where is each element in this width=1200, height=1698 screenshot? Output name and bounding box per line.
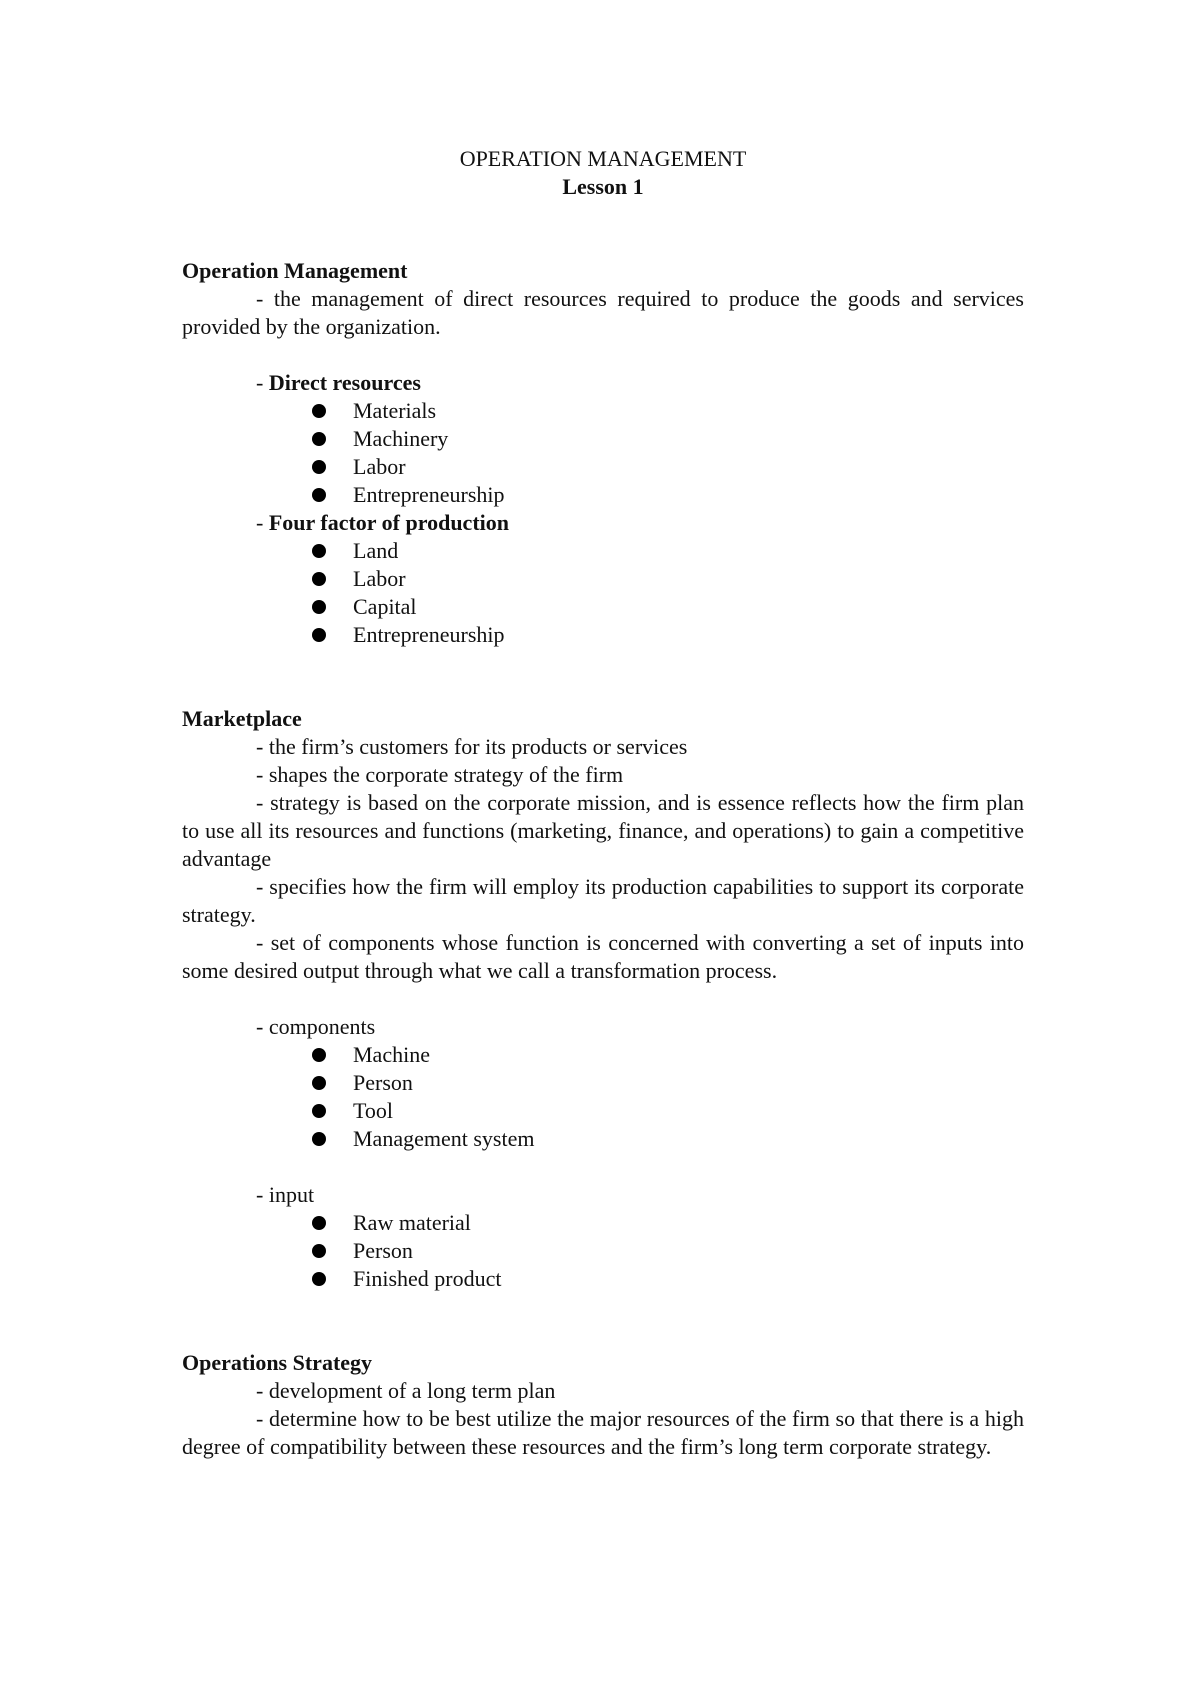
list-item: Machinery [312,425,1024,453]
four-factors-label: - Four factor of production [256,510,509,535]
bullet-icon [312,460,326,474]
document-title: OPERATION MANAGEMENT [459,146,747,171]
operations-strategy-line: - determine how to be best utilize the major resources of the firm so that there is a high degree of compatibility between these resources and the firm’s long term corporate strategy. [182,1406,1024,1459]
list-item: Entrepreneurship [312,481,1024,509]
section-heading-operations-strategy: Operations Strategy [182,1350,373,1375]
bullet-icon [312,1272,326,1286]
marketplace-line: - specifies how the firm will employ its production capabilities to support its corporate strategy. [182,874,1024,927]
list-item: Tool [312,1097,1024,1125]
list-item: Labor [312,565,1024,593]
direct-resources-label: - Direct resources [256,370,421,395]
bullet-icon [312,404,326,418]
lesson-label: Lesson 1 [562,174,644,199]
bullet-icon [312,600,326,614]
operation-management-definition: - the management of direct resources required to produce the goods and services provided by the organization. [182,286,1024,339]
bullet-icon [312,1076,326,1090]
operations-strategy-line: - development of a long term plan [256,1378,556,1403]
input-label: - input [256,1182,315,1207]
bullet-icon [312,628,326,642]
bullet-icon [312,432,326,446]
list-item: Materials [312,397,1024,425]
list-item: Person [312,1069,1024,1097]
bullet-icon [312,1216,326,1230]
section-heading-operation-management: Operation Management [182,258,408,283]
section-heading-marketplace: Marketplace [182,706,302,731]
bullet-icon [312,544,326,558]
list-item: Person [312,1237,1024,1265]
marketplace-line: - shapes the corporate strategy of the firm [256,762,624,787]
marketplace-line: - the firm’s customers for its products or services [256,734,688,759]
list-item: Raw material [312,1209,1024,1237]
bullet-icon [312,1048,326,1062]
bullet-icon [312,1104,326,1118]
list-item: Capital [312,593,1024,621]
list-item: Land [312,537,1024,565]
input-list [182,1209,1024,1293]
list-item: Management system [312,1125,1024,1153]
list-item: Finished product [312,1265,1024,1293]
list-item: Entrepreneurship [312,621,1024,649]
components-label: - components [256,1014,376,1039]
document-body [182,145,1024,1461]
components-list [182,1041,1024,1153]
marketplace-line: - set of components whose function is concerned with converting a set of inputs into some desired output through what we call a transformation process. [182,930,1024,983]
marketplace-line: - strategy is based on the corporate mission, and is essence reflects how the firm plan to use all its resources and functions (marketing, finance, and operations) to gain a competitive advantage [182,790,1024,871]
bullet-icon [312,1244,326,1258]
bullet-icon [312,488,326,502]
direct-resources-list [182,397,1024,509]
list-item: Machine [312,1041,1024,1069]
bullet-icon [312,572,326,586]
list-item: Labor [312,453,1024,481]
four-factors-list [182,537,1024,649]
bullet-icon [312,1132,326,1146]
